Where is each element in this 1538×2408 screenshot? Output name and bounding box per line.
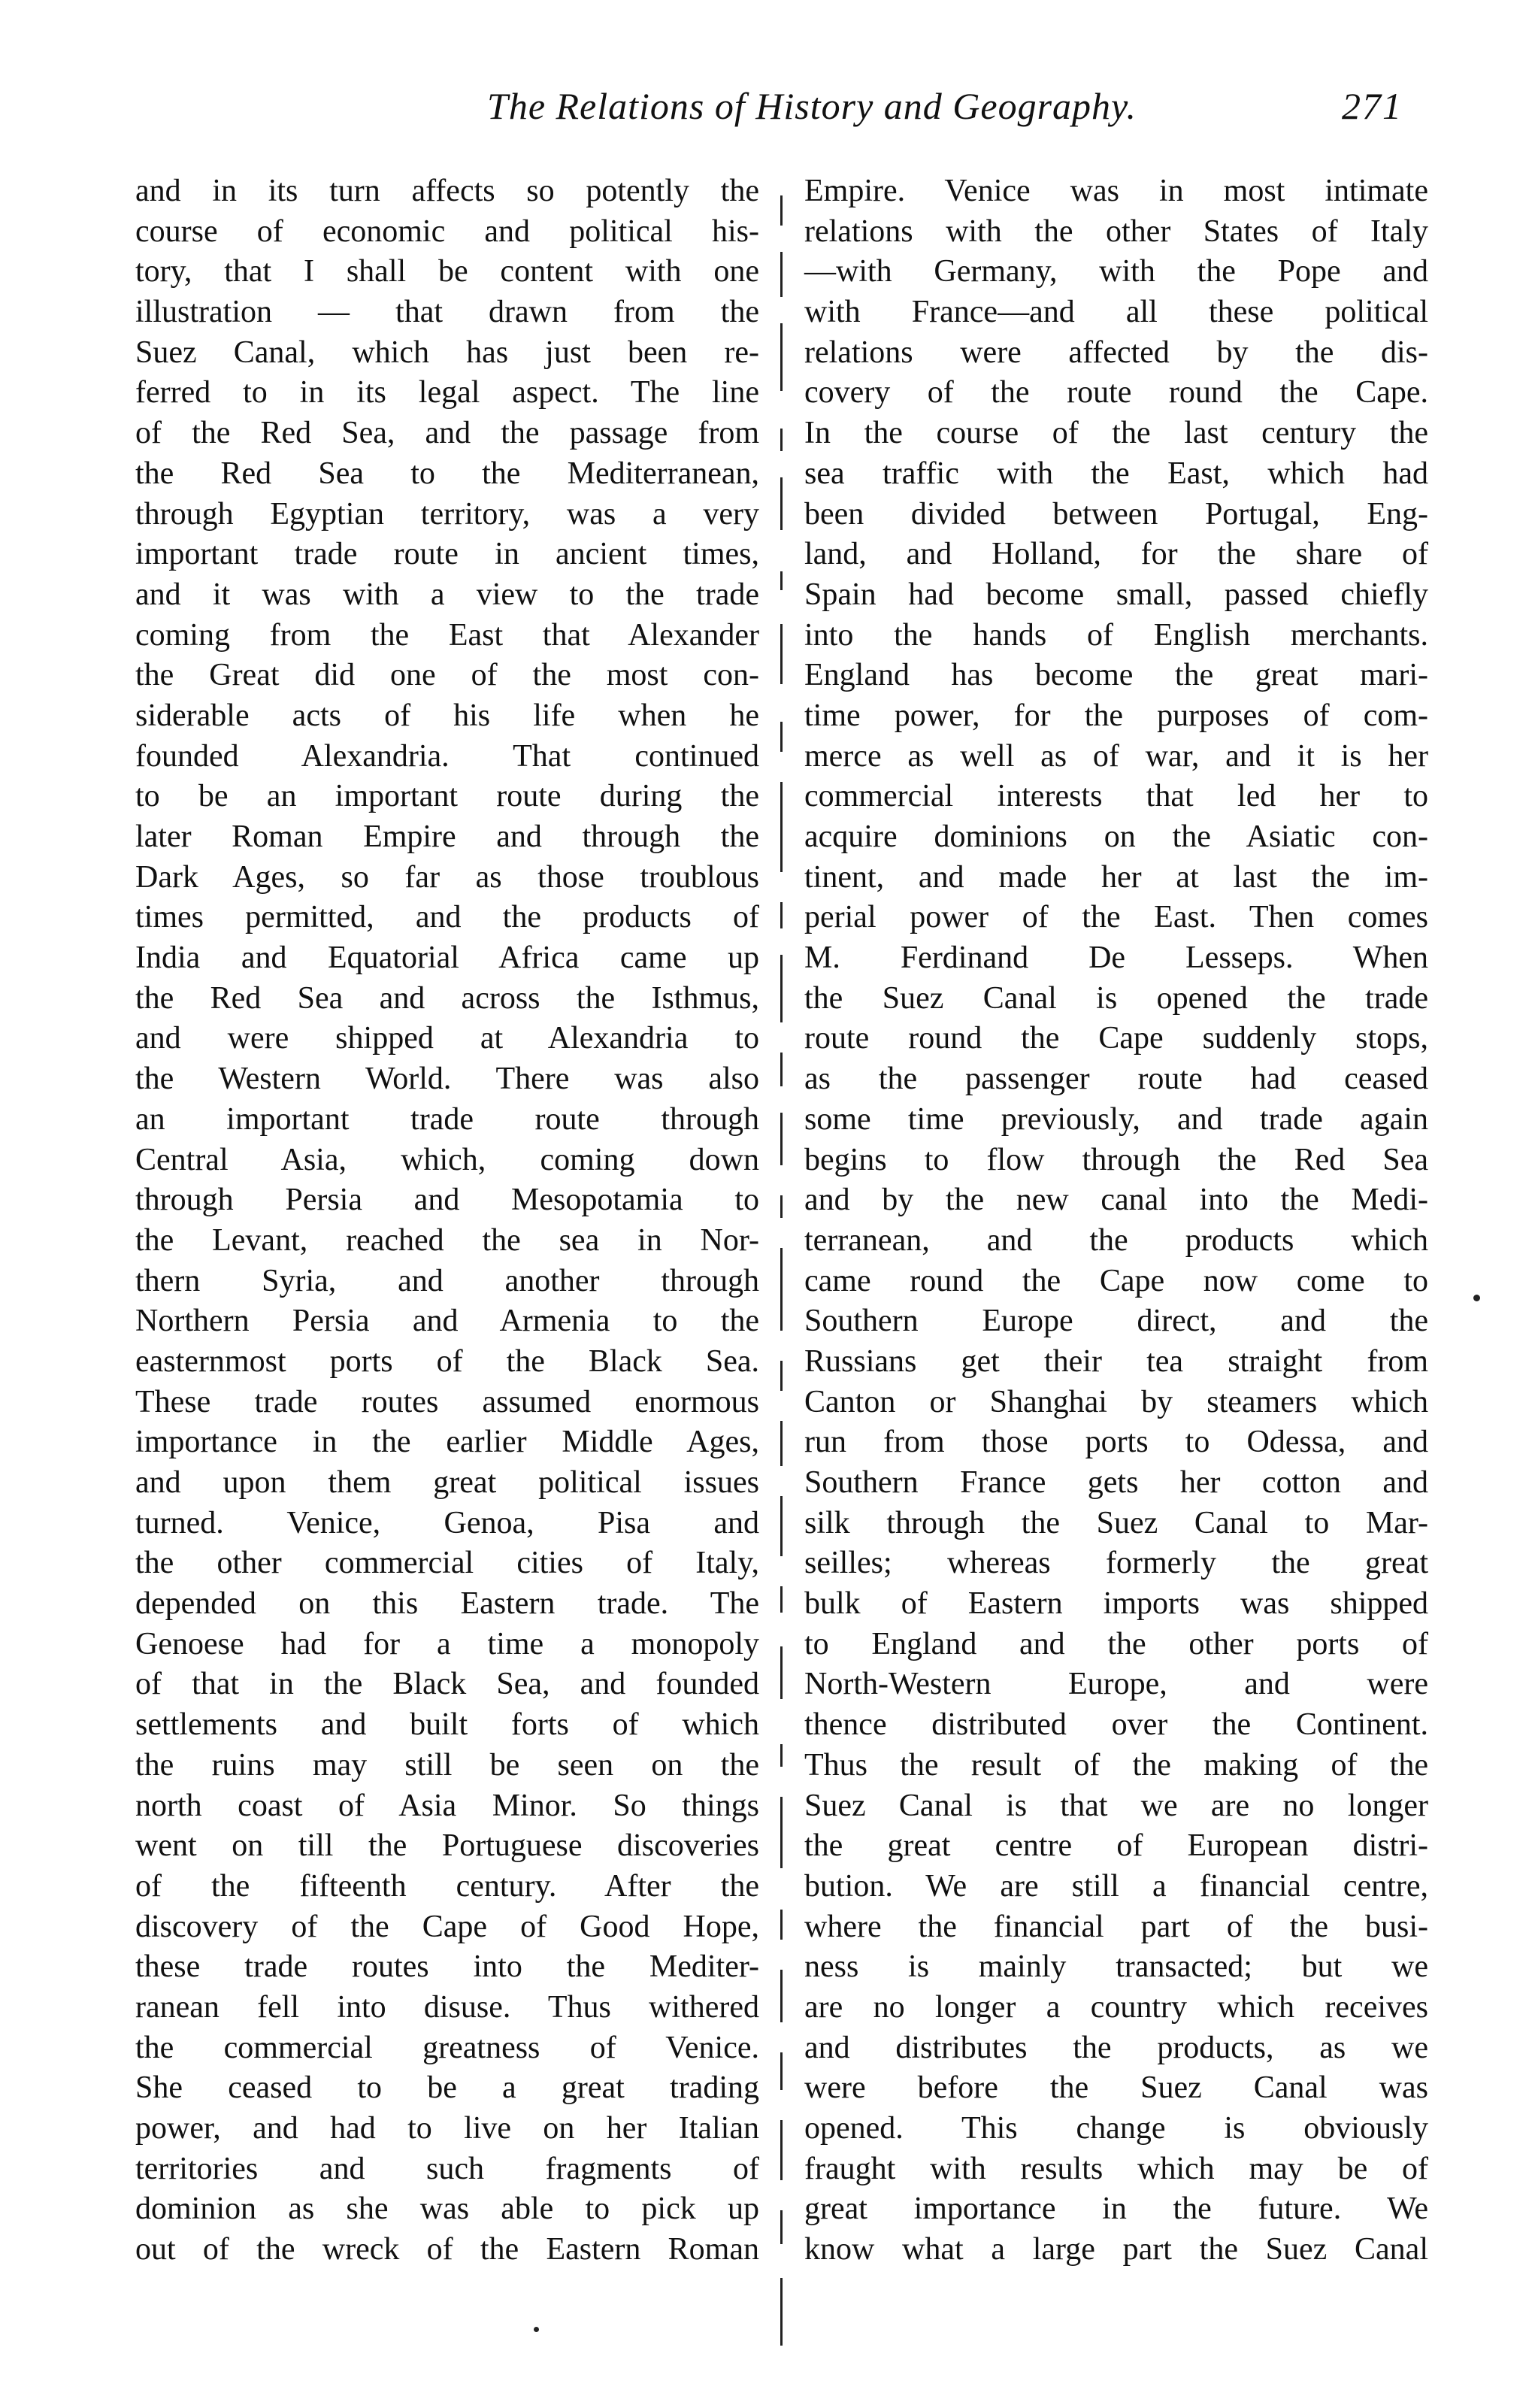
left-column-line: to be an important route during the xyxy=(135,779,759,814)
right-text-column xyxy=(804,171,1428,2270)
right-column-line: came round the Cape now come to xyxy=(804,1263,1428,1298)
left-text-column xyxy=(135,171,759,2270)
left-column-line: illustration — that drawn from the xyxy=(135,295,759,330)
left-column-line: coming from the East that Alexander xyxy=(135,617,759,653)
left-column-line: and upon them great political issues xyxy=(135,1465,759,1500)
right-column-line: and distributes the products, as we xyxy=(804,2030,1428,2065)
left-column-line: tory, that I shall be content with one xyxy=(135,254,759,289)
left-column-line: the ruins may still be seen on the xyxy=(135,1747,759,1783)
right-column-line: time power, for the purposes of com- xyxy=(804,698,1428,733)
left-column-line: later Roman Empire and through the xyxy=(135,819,759,854)
right-column-line: Russians get their tea straight from xyxy=(804,1343,1428,1379)
left-column-line: settlements and built forts of which xyxy=(135,1707,759,1743)
left-column-line: dominion as she was able to pick up xyxy=(135,2191,759,2227)
left-column-line: through Egyptian territory, was a very xyxy=(135,496,759,532)
right-column-line: Southern Europe direct, and the xyxy=(804,1304,1428,1339)
left-column-line: course of economic and political his- xyxy=(135,214,759,249)
left-column-line: Northern Persia and Armenia to the xyxy=(135,1304,759,1339)
right-column-line: Thus the result of the making of the xyxy=(804,1747,1428,1783)
right-column-line: run from those ports to Odessa, and xyxy=(804,1425,1428,1460)
left-column-line: the commercial greatness of Venice. xyxy=(135,2030,759,2065)
right-column-line: Canton or Shanghai by steamers which xyxy=(804,1384,1428,1419)
right-column-line: acquire dominions on the Asiatic con- xyxy=(804,819,1428,854)
right-column-line: into the hands of English merchants. xyxy=(804,617,1428,653)
right-column-line: tinent, and made her at last the im- xyxy=(804,859,1428,895)
left-column-line: these trade routes into the Mediter- xyxy=(135,1949,759,1985)
left-column-line: north coast of Asia Minor. So things xyxy=(135,1788,759,1823)
left-column-line: She ceased to be a great trading xyxy=(135,2070,759,2106)
left-column-line: the Great did one of the most con- xyxy=(135,658,759,693)
left-column-line: Suez Canal, which has just been re- xyxy=(135,335,759,370)
right-column-line: —with Germany, with the Pope and xyxy=(804,254,1428,289)
left-column-line: important trade route in ancient times, xyxy=(135,537,759,572)
right-column-line: Empire. Venice was in most intimate xyxy=(804,174,1428,208)
right-column-line: relations with the other States of Italy xyxy=(804,214,1428,249)
left-column-line: of the Red Sea, and the passage from xyxy=(135,416,759,451)
right-column-line: seilles; whereas formerly the great xyxy=(804,1546,1428,1581)
right-column-line: perial power of the East. Then comes xyxy=(804,900,1428,935)
right-column-line: commercial interests that led her to xyxy=(804,779,1428,814)
left-column-line: of the fifteenth century. After the xyxy=(135,1868,759,1904)
right-column-line: merce as well as of war, and it is her xyxy=(804,738,1428,774)
right-column-line: been divided between Portugal, Eng- xyxy=(804,496,1428,532)
right-column-line: great importance in the future. We xyxy=(804,2191,1428,2227)
right-column-line: where the financial part of the busi- xyxy=(804,1909,1428,1944)
right-column-line: terranean, and the products which xyxy=(804,1222,1428,1258)
right-column-line: and by the new canal into the Medi- xyxy=(804,1183,1428,1218)
right-column-line: Suez Canal is that we are no longer xyxy=(804,1788,1428,1823)
right-column-line: route round the Cape suddenly stops, xyxy=(804,1021,1428,1056)
left-column-line: the other commercial cities of Italy, xyxy=(135,1546,759,1581)
page-number: 271 xyxy=(1342,85,1403,127)
right-column-line: bulk of Eastern imports was shipped xyxy=(804,1586,1428,1622)
right-column-line: know what a large part the Suez Canal xyxy=(804,2232,1428,2267)
right-column-line: with France—and all these political xyxy=(804,295,1428,330)
column-gutter-rule xyxy=(780,180,785,2376)
right-column-line: the Suez Canal is opened the trade xyxy=(804,980,1428,1016)
right-column-line: In the course of the last century the xyxy=(804,416,1428,451)
left-column-line: thern Syria, and another through xyxy=(135,1263,759,1298)
left-column-line: power, and had to live on her Italian xyxy=(135,2111,759,2146)
left-column-line: turned. Venice, Genoa, Pisa and xyxy=(135,1505,759,1540)
right-column-line: sea traffic with the East, which had xyxy=(804,456,1428,491)
left-column-line: importance in the earlier Middle Ages, xyxy=(135,1425,759,1460)
left-column-line: went on till the Portuguese discoveries xyxy=(135,1828,759,1864)
left-column-line: times permitted, and the products of xyxy=(135,900,759,935)
right-column-line: Southern France gets her cotton and xyxy=(804,1465,1428,1500)
left-column-line: easternmost ports of the Black Sea. xyxy=(135,1343,759,1379)
left-column-line: ranean fell into disuse. Thus withered xyxy=(135,1989,759,2025)
right-column-line: M. Ferdinand De Lesseps. When xyxy=(804,940,1428,976)
right-column-line: North-Western Europe, and were xyxy=(804,1667,1428,1702)
left-column-line: and were shipped at Alexandria to xyxy=(135,1021,759,1056)
left-column-line: of that in the Black Sea, and founded xyxy=(135,1667,759,1702)
left-column-line: the Red Sea to the Mediterranean, xyxy=(135,456,759,491)
right-column-line: thence distributed over the Continent. xyxy=(804,1707,1428,1743)
left-column-line: India and Equatorial Africa came up xyxy=(135,940,759,976)
left-column-line: territories and such fragments of xyxy=(135,2151,759,2186)
running-title: The Relations of History and Geography. xyxy=(487,85,1137,127)
left-column-line: the Western World. There was also xyxy=(135,1062,759,1097)
left-column-line: an important trade route through xyxy=(135,1101,759,1137)
right-column-line: as the passenger route had ceased xyxy=(804,1062,1428,1097)
left-column-line: discovery of the Cape of Good Hope, xyxy=(135,1909,759,1944)
right-column-line: are no longer a country which receives xyxy=(804,1989,1428,2025)
right-column-line: to England and the other ports of xyxy=(804,1626,1428,1661)
left-column-line: depended on this Eastern trade. The xyxy=(135,1586,759,1622)
left-column-line: out of the wreck of the Eastern Roman xyxy=(135,2232,759,2267)
right-column-line: Spain had become small, passed chiefly xyxy=(804,577,1428,612)
left-column-line: Genoese had for a time a monopoly xyxy=(135,1626,759,1661)
right-column-line: silk through the Suez Canal to Mar- xyxy=(804,1505,1428,1540)
left-column-line: the Levant, reached the sea in Nor- xyxy=(135,1222,759,1258)
left-column-line: and in its turn affects so potently the xyxy=(135,174,759,208)
left-column-line: ferred to in its legal aspect. The line xyxy=(135,375,759,410)
right-column-line: were before the Suez Canal was xyxy=(804,2070,1428,2106)
right-column-line: some time previously, and trade again xyxy=(804,1101,1428,1137)
left-column-line: the Red Sea and across the Isthmus, xyxy=(135,980,759,1016)
left-column-line: These trade routes assumed enormous xyxy=(135,1384,759,1419)
right-column-line: covery of the route round the Cape. xyxy=(804,375,1428,410)
left-column-line: and it was with a view to the trade xyxy=(135,577,759,612)
left-column-line: siderable acts of his life when he xyxy=(135,698,759,733)
right-column-line: relations were affected by the dis- xyxy=(804,335,1428,370)
left-column-line: founded Alexandria. That continued xyxy=(135,738,759,774)
left-column-line: Dark Ages, so far as those troublous xyxy=(135,859,759,895)
left-column-line: Central Asia, which, coming down xyxy=(135,1142,759,1177)
right-column-line: ness is mainly transacted; but we xyxy=(804,1949,1428,1985)
right-column-line: fraught with results which may be of xyxy=(804,2151,1428,2186)
right-column-line: begins to flow through the Red Sea xyxy=(804,1142,1428,1177)
right-column-line: opened. This change is obviously xyxy=(804,2111,1428,2146)
right-column-line: the great centre of European distri- xyxy=(804,1828,1428,1864)
left-column-line: through Persia and Mesopotamia to xyxy=(135,1183,759,1218)
right-column-line: land, and Holland, for the share of xyxy=(804,537,1428,572)
right-column-line: England has become the great mari- xyxy=(804,658,1428,693)
right-column-line: bution. We are still a financial centre, xyxy=(804,1868,1428,1904)
